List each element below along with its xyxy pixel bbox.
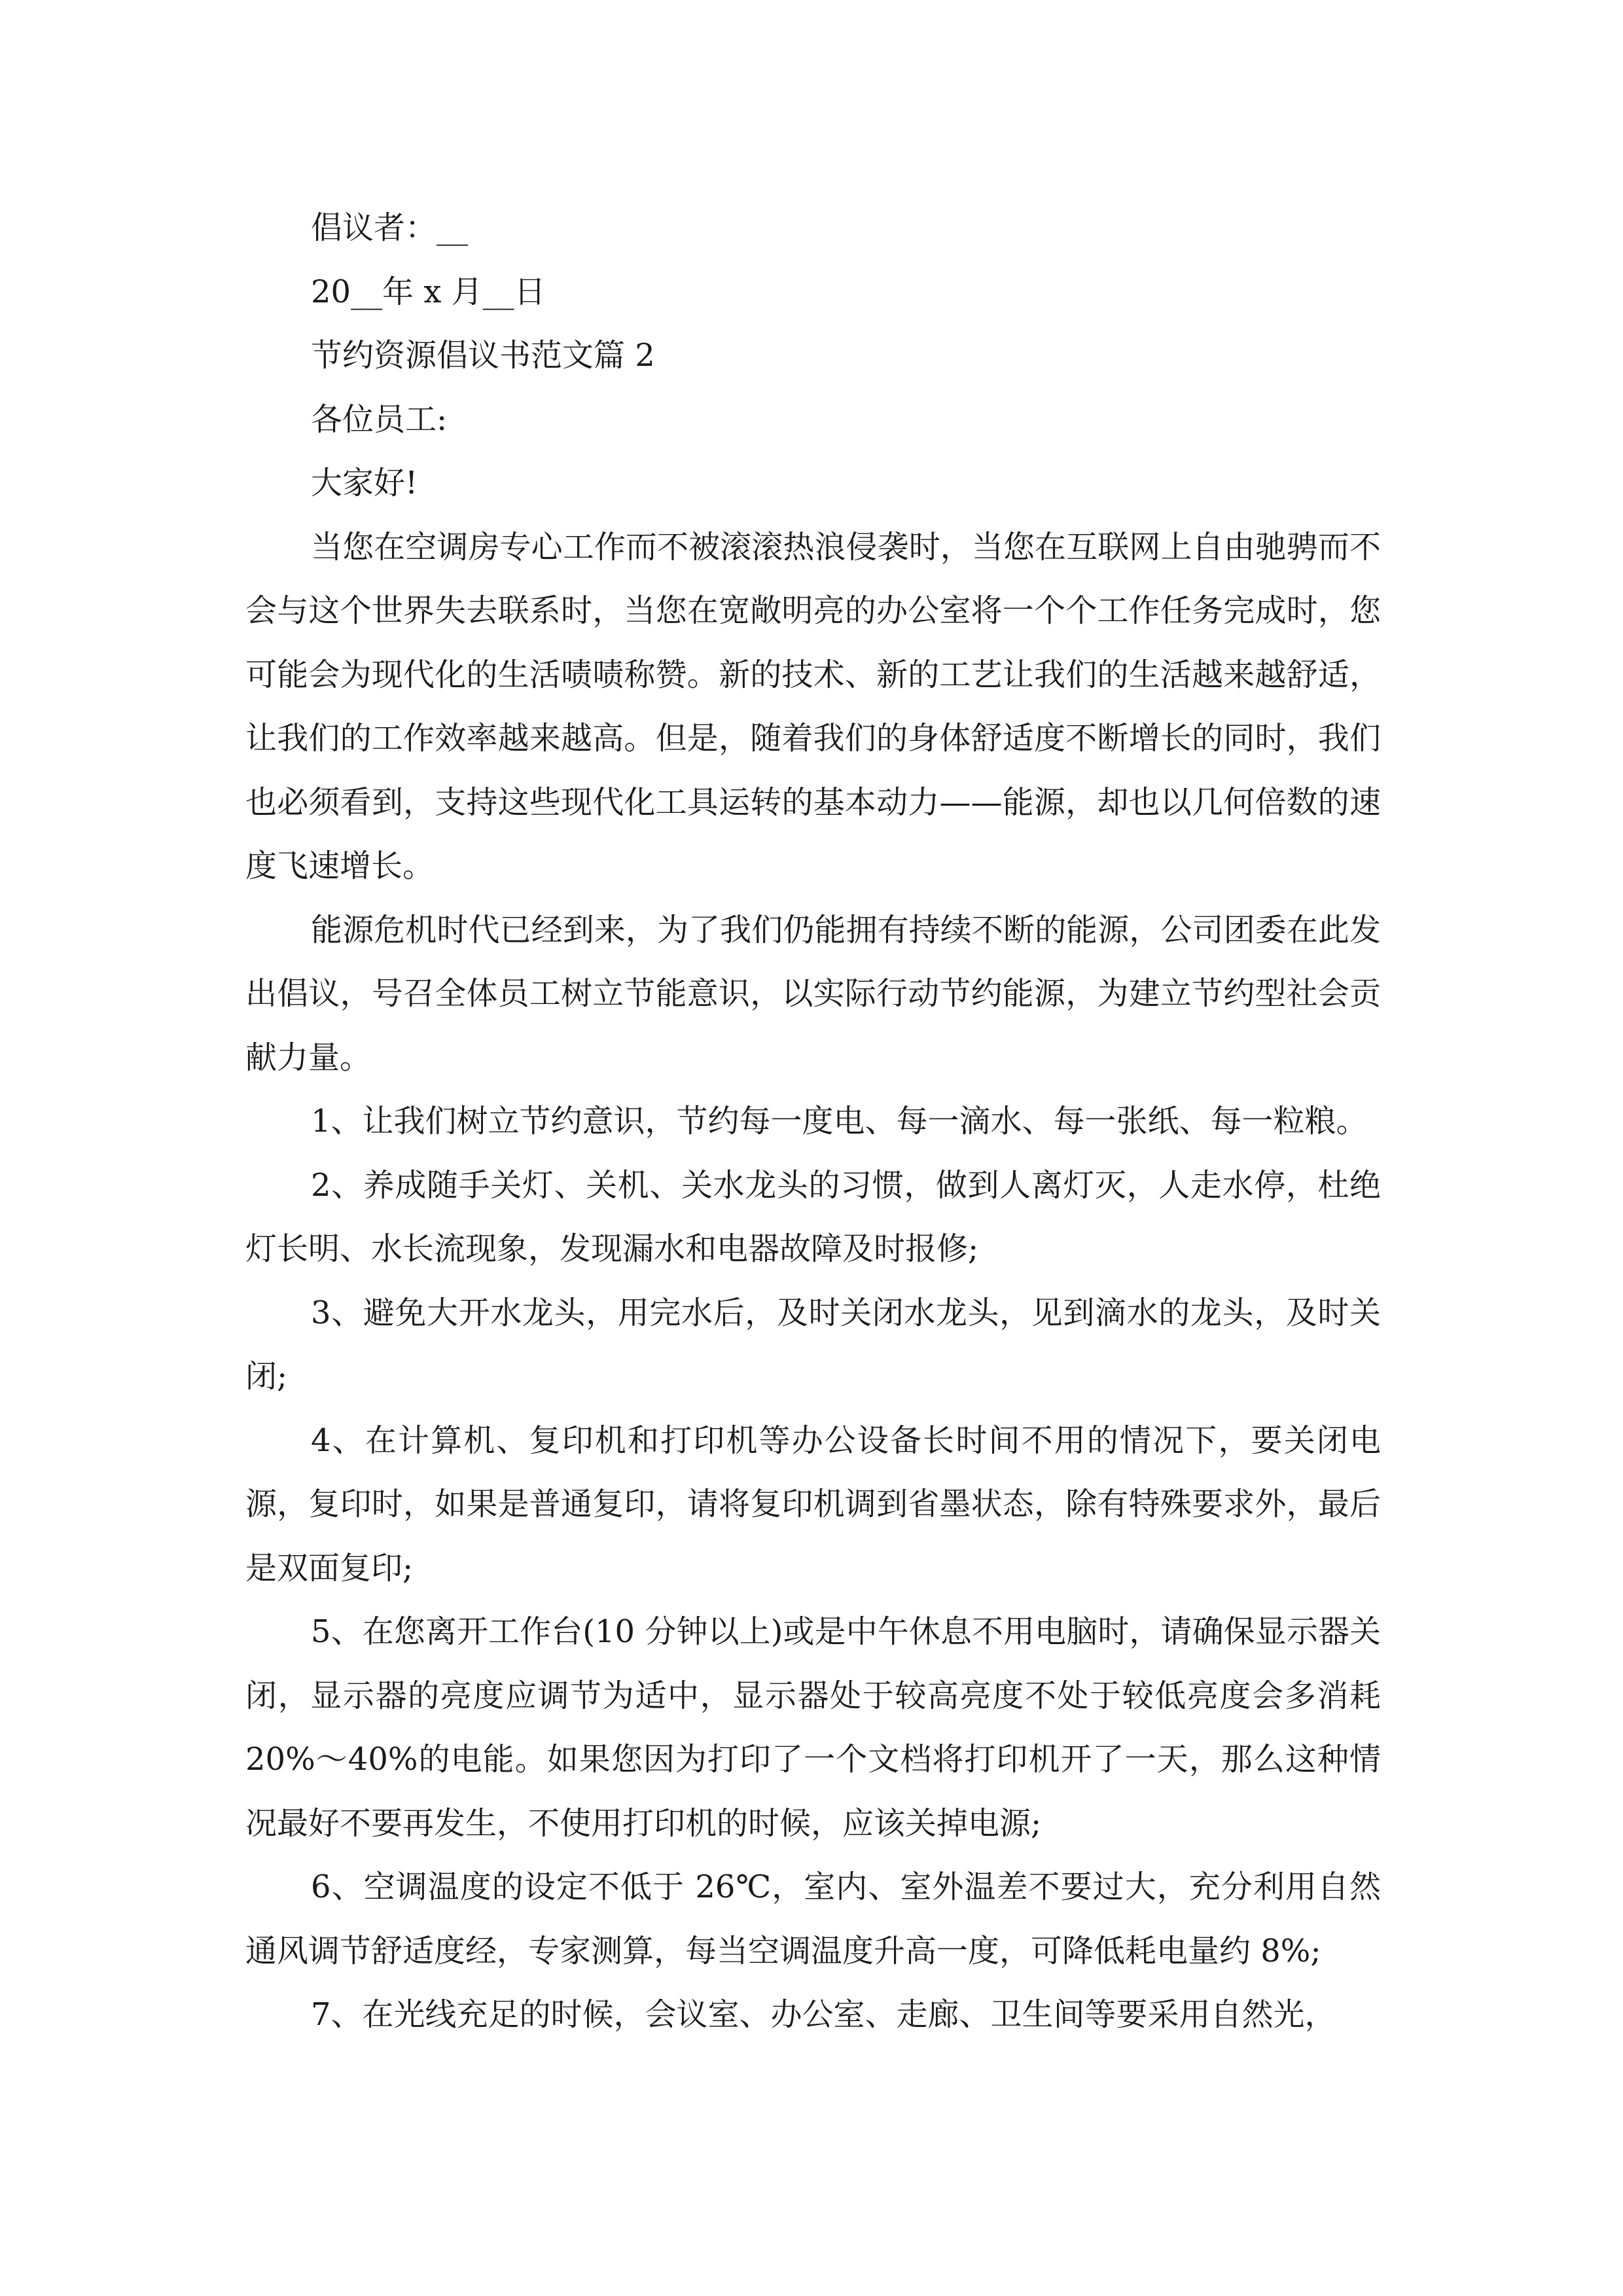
list-item-4: 4、在计算机、复印机和打印机等办公设备长时间不用的情况下，要关闭电源，复印时，如果是普通复印，请将复印机调到省墨状态，除有特殊要求外，最后是双面复印; [245, 1422, 1381, 1587]
date-line: 20__年 x 月__日 [311, 273, 546, 310]
signer-line: 倡议者：__ [311, 209, 469, 246]
paragraph-intro: 当您在空调房专心工作而不被滚滚热浪侵袭时，当您在互联网上自由驰骋而不会与这个世界失去联系时，当您在宽敞明亮的办公室将一个个工作任务完成时，您可能会为现代化的生活啧啧称赞。新的技术、新的工艺让我们的生活越来越舒适，让我们的工作效率越来越高。但是，随着我们的身体舒适度不断增长的同时，我们也必须看到，支持这些现代化工具运转的基本动力——能源，却也以几何倍数的速度飞速增长。 [245, 528, 1381, 884]
list-item-5: 5、在您离开工作台(10 分钟以上)或是中午休息不用电脑时，请确保显示器关闭，显示器的亮度应调节为适中，显示器处于较高亮度不处于较低亮度会多消耗 20%～40%的电能。如果您因为打印了一个文档将打印机开了一天，那么这种情况最好不要再发生，不使用打印机的时候，应该关掉电源; [245, 1613, 1381, 1842]
list-item-3: 3、避免大开水龙头，用完水后，及时关闭水龙头，见到滴水的龙头，及时关闭; [245, 1294, 1381, 1395]
list-item-6: 6、空调温度的设定不低于 26℃，室内、室外温差不要过大，充分利用自然通风调节舒适度经，专家测算，每当空调温度升高一度，可降低耗电量约 8%; [245, 1869, 1381, 1969]
section-title: 节约资源倡议书范文篇 2 [311, 337, 655, 374]
paragraph-initiative: 能源危机时代已经到来，为了我们仍能拥有持续不断的能源，公司团委在此发出倡议，号召全体员工树立节能意识，以实际行动节约能源，为建立节约型社会贡献力量。 [245, 911, 1381, 1076]
list-item-7: 7、在光线充足的时候，会议室、办公室、走廊、卫生间等要采用自然光， [311, 1996, 1336, 2033]
salutation: 各位员工: [311, 401, 448, 438]
list-item-2: 2、养成随手关灯、关机、关水龙头的习惯，做到人离灯灭，人走水停，杜绝灯长明、水长流现象，发现漏水和电器故障及时报修; [245, 1166, 1381, 1267]
list-item-1: 1、让我们树立节约意识，节约每一度电、每一滴水、每一张纸、每一粒粮。 [311, 1103, 1368, 1139]
greeting: 大家好! [311, 465, 418, 501]
document-body [245, 196, 1381, 2047]
